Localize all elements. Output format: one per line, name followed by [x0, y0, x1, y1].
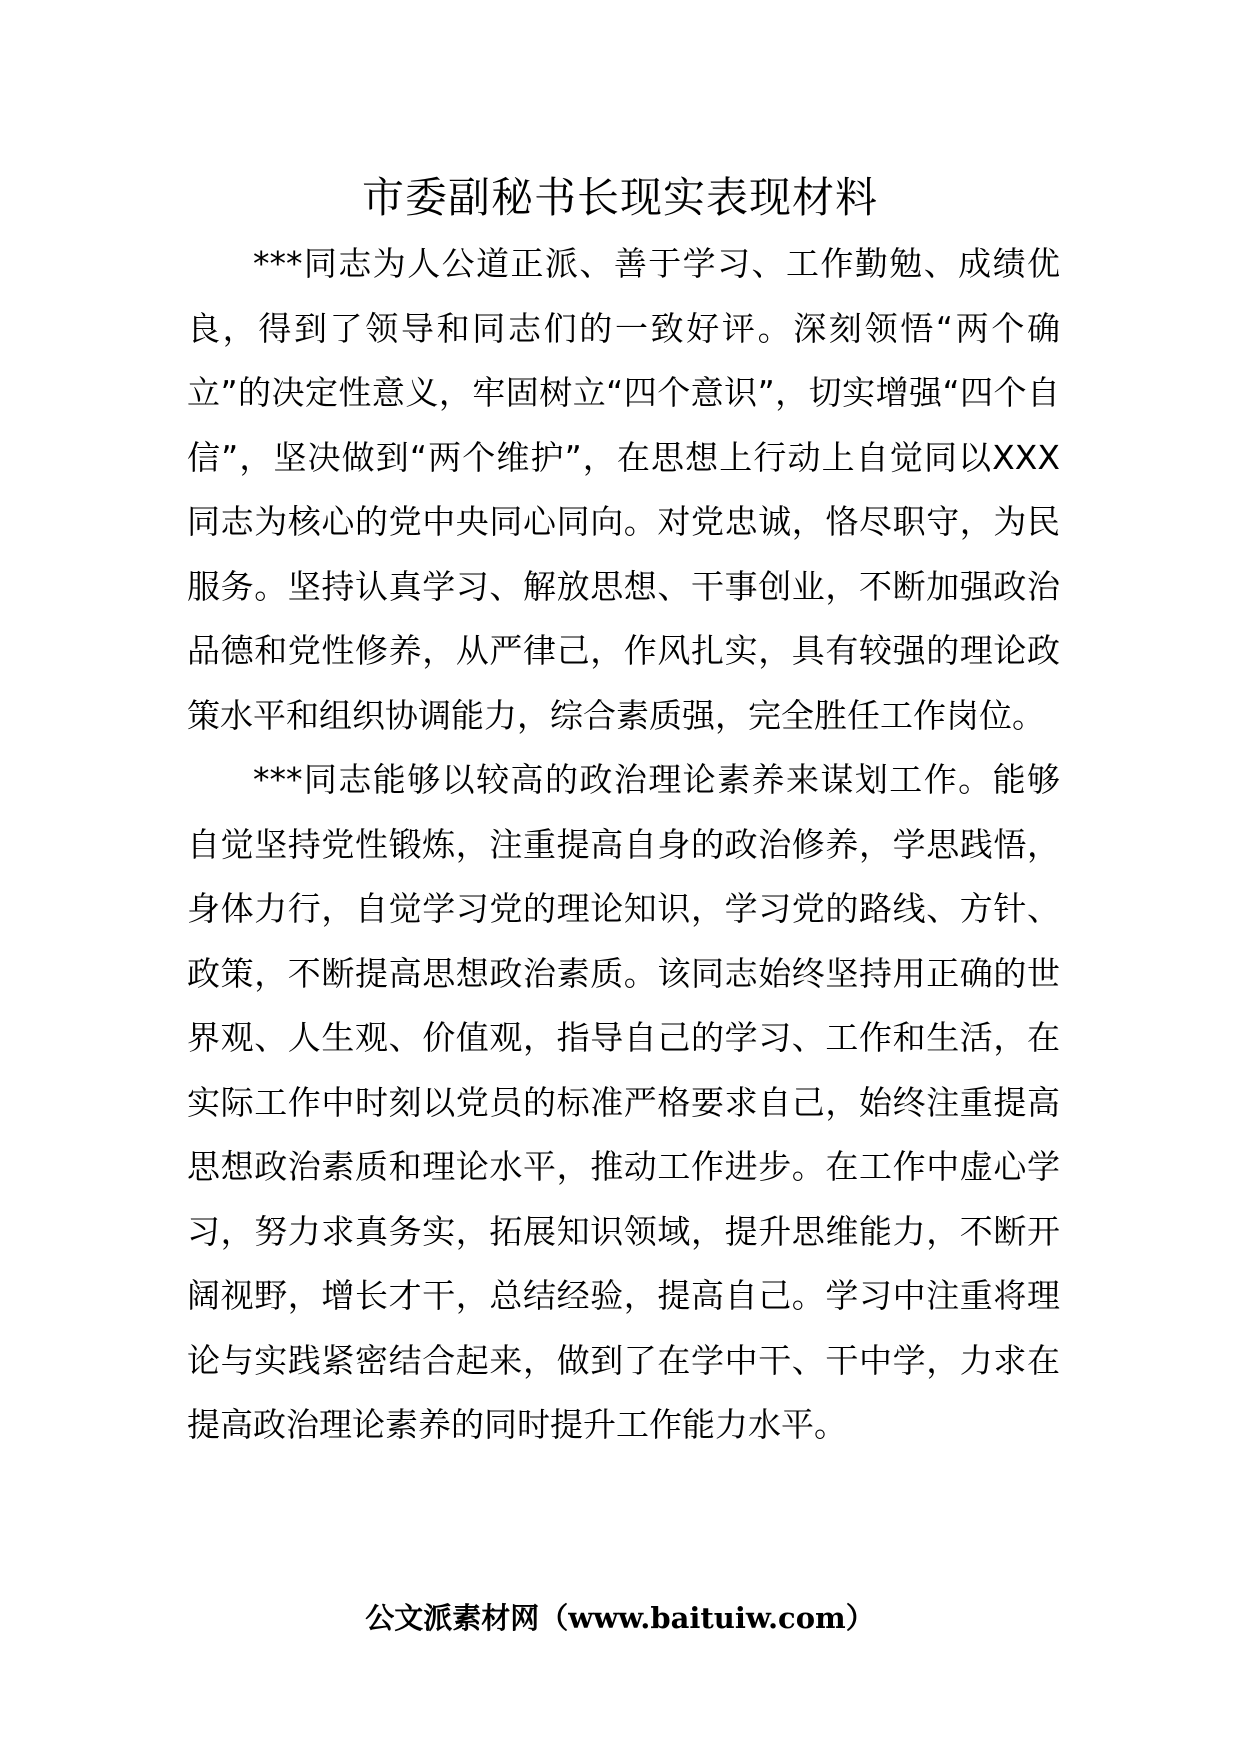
paragraph-1: ***同志为人公道正派、善于学习、工作勤勉、成绩优良，得到了领导和同志们的一致好评。深刻领悟“两个确立”的决定性意义，牢固树立“四个意识”，切实增强“四个自信”，坚决做到“两个维护”，在思想上行动上自觉同以XXX同志为核心的党中央同心同向。对党忠诚，恪尽职守，为民服务。坚持认真学习、解放思想、干事创业，不断加强政治品德和党性修养，从严律己，作风扎实，具有较强的理论政策水平和组织协调能力，综合素质强，完全胜任工作岗位。 — [187, 244, 1060, 735]
document-body — [187, 232, 1060, 1458]
footer-source: 公文派素材网（www.baituiw.com） — [365, 1601, 875, 1635]
document-title: 市委副秘书长现实表现材料 — [361, 173, 878, 222]
paragraph-2: ***同志能够以较高的政治理论素养来谋划工作。能够自觉坚持党性锻炼，注重提高自身的政治修养，学思践悟，身体力行，自觉学习党的理论知识，学习党的路线、方针、政策，不断提高思想政治素质。该同志始终坚持用正确的世界观、人生观、价值观，指导自己的学习、工作和生活，在实际工作中时刻以党员的标准严格要求自己，始终注重提高思想政治素质和理论水平，推动工作进步。在工作中虚心学习，努力求真务实，拓展知识领域，提升思维能力，不断开阔视野，增长才干，总结经验，提高自己。学习中注重将理论与实践紧密结合起来，做到了在学中干、干中学，力求在提高政治理论素养的同时提升工作能力水平。 — [187, 760, 1060, 1444]
